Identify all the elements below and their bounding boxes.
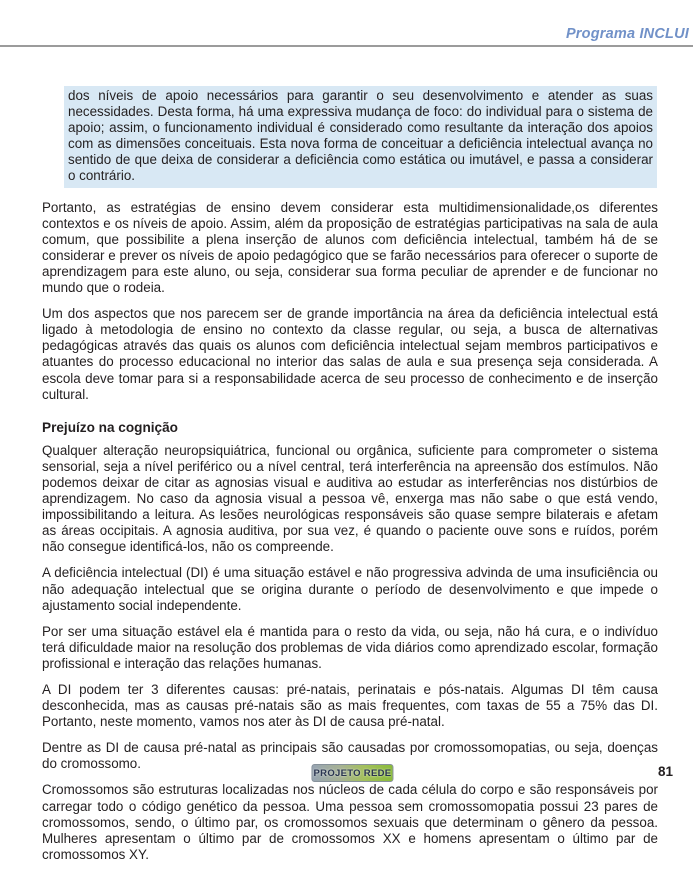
body-paragraph: Qualquer alteração neuropsiquiátrica, funcional ou orgânica, suficiente para comprometer o sistema sensorial, seja a nível periférico ou a nível central, terá interferência na apreensão dos estímulos. Não podemos deixar de citar as agnosias visual e auditiva ao estudar as interferências nos distúrbios de aprendizagem. No caso da agnosia visual a pessoa vê, enxerga mas não sabe o que está vendo, impossibilitando a leitura. As lesões neurológicas responsáveis são quase sempre bilaterais e afetam as áreas occipitais. A agnosia auditiva, por sua vez, é quando o paciente ouve sons e ruídos, porém não consegue identificá-los, não os compreende.	[42, 442, 658, 555]
body-paragraph: Cromossomos são estruturas localizadas nos núcleos de cada célula do corpo e são responsáveis por carregar todo o código genético da pessoa. Uma pessoa sem cromossomopatia possui 23 pares de cromossomos, sendo, o último par, os cromossomos sexuais que determinam o gênero da pessoa. Mulheres apresentam o último par de cromossomos XX e homens apresentam o último par de cromossomos XY.	[42, 782, 658, 862]
header-program-title: Programa INCLUI	[565, 26, 689, 42]
body-paragraph: A deficiência intelectual (DI) é uma situação estável e não progressiva advinda de uma insuficiência ou não adequação intelectual que se origina durante o período de desenvolvimento e que impede o ajustamento social independente.	[42, 565, 658, 613]
body-paragraph: A DI podem ter 3 diferentes causas: pré-natais, perinatais e pós-natais. Algumas DI têm causa desconhecida, mas as causas pré-natais são as mais frequentes, com taxas de 55 a 75% das DI. Portanto, neste momento, vamos nos ater às DI de causa pré-natal.	[42, 682, 658, 730]
projeto-rede-logo	[311, 764, 393, 782]
page-footer	[0, 764, 700, 786]
page-number: 81	[657, 764, 673, 779]
body-paragraph: Dentre as DI de causa pré-natal as principais são causadas por cromossomopatias, ou seja, doenças do cromossomo.	[42, 740, 658, 772]
body-paragraph: Um dos aspectos que nos parecem ser de grande importância na área da deficiência intelectual está ligado à metodologia de ensino no contexto da classe regular, ou seja, a busca de alternativas pedagógicas através das quais os alunos com deficiência intelectual sejam membros participativos e atuantes do processo educacional no interior das salas de aula e sua presença seja considerada. A escola deve tomar para si a responsabilidade acerca de seu processo de conhecimento e de inserção cultural.	[42, 306, 658, 402]
header-divider	[0, 45, 693, 47]
body-paragraph: Portanto, as estratégias de ensino devem considerar esta multidimensionalidade,os diferentes contextos e os níveis de apoio. Assim, além da proposição de estratégias participativas na sala de aula comum, que possibilite a plena inserção de alunos com deficiência intelectual, também há de se considerar e prever os níveis de apoio pedagógico que se farão necessários para oferecer o suporte de aprendizagem para este aluno, ou seja, considerar sua forma peculiar de aprender e de funcionar no mundo que o rodeia.	[42, 199, 658, 296]
highlighted-quote-paragraph: dos níveis de apoio necessários para garantir o seu desenvolvimento e atender as suas necessidades. Desta forma, há uma expressiva mudança de foco: do individual para o sistema de apoio; assim, o funcionamento individual é considerado como resultante da interação dos apoios com as dimensões conceituais. Esta nova forma de conceituar a deficiência intelectual avança no sentido de que deixa de considerar a deficiência como estática ou imutável, e passa a considerar o contrário.	[64, 86, 657, 188]
projeto-rede-logo-text: PROJETO REDE	[313, 767, 392, 779]
body-paragraph: Por ser uma situação estável ela é mantida para o resto da vida, ou seja, não há cura, e o indivíduo terá dificuldade maior na resolução dos problemas de vida diários como aprendizado escolar, formação profissional e interação das relações humanas.	[42, 623, 658, 671]
page-content	[42, 84, 658, 873]
section-heading-prejuizo-na-cognicao: Prejuízo na cognição	[42, 419, 178, 435]
page-header	[0, 0, 700, 47]
